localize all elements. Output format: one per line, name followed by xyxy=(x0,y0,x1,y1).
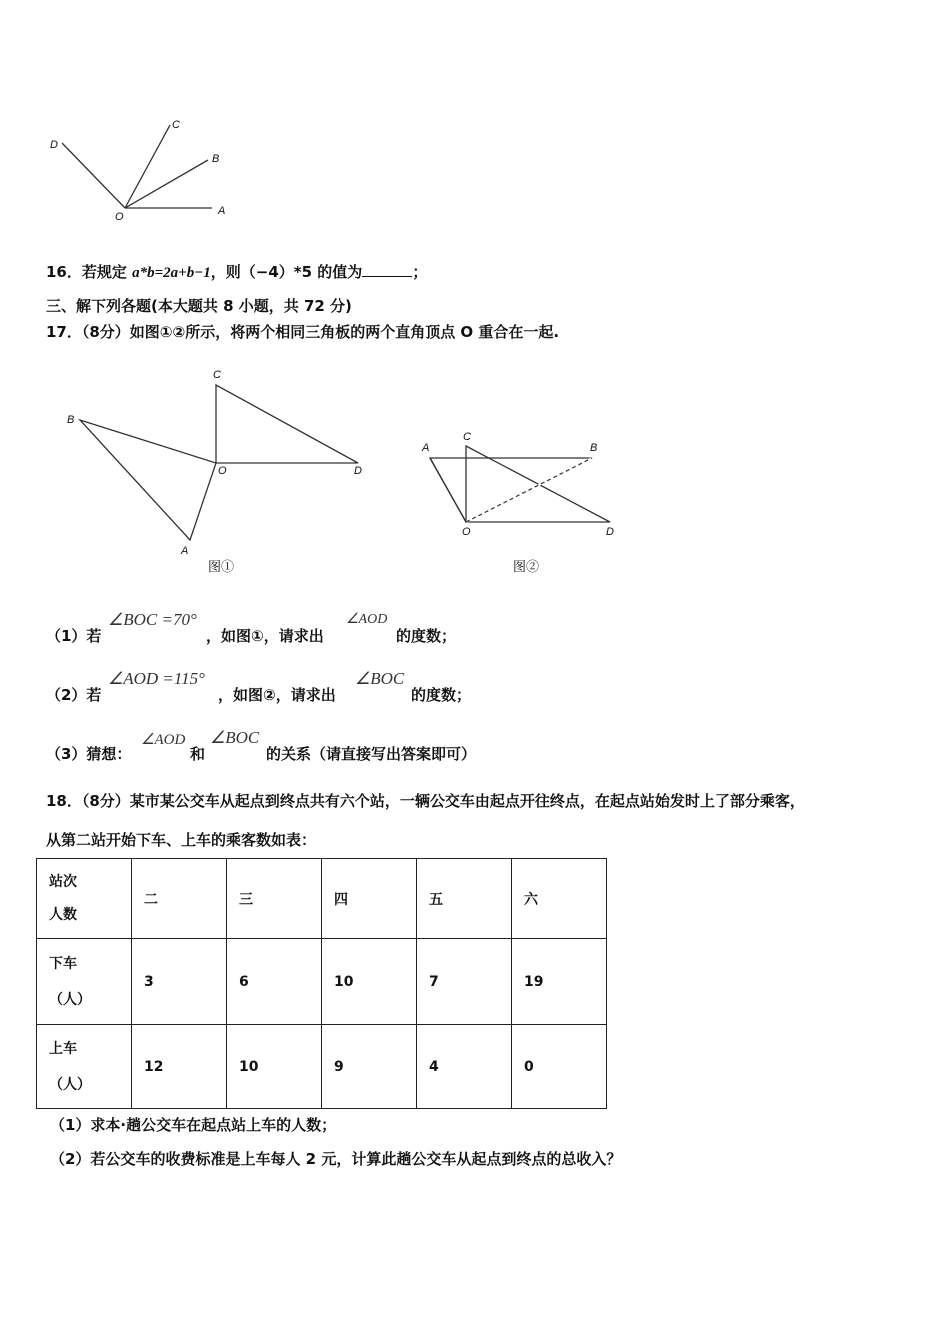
question-16 xyxy=(46,261,427,282)
label-C: C xyxy=(172,119,180,131)
section-heading: 三、解下列各题(本大题共 8 小题，共 72 分) xyxy=(46,297,352,315)
label-D: D xyxy=(50,139,58,151)
fig1-label-O: O xyxy=(218,465,227,477)
fig2-label-C: C xyxy=(463,431,471,443)
figure-2 xyxy=(430,446,610,522)
table-cell: 10 xyxy=(227,1025,322,1109)
table-cell: 4 xyxy=(417,1025,512,1109)
q17-p3-c: 的关系（请直接写出答案即可） xyxy=(266,745,477,763)
question-18-line2: 从第二站开始下车、上车的乘客数如表： xyxy=(46,831,317,849)
fig1-label-A: A xyxy=(181,545,189,557)
table-cell: 0 xyxy=(512,1025,607,1109)
q17-p2-a: （2）若 xyxy=(46,686,102,704)
q16-expression: a*b=2a+b−1 xyxy=(132,265,211,281)
q16-mid: ，则（−4）*5 的值为 xyxy=(210,263,363,281)
label-B: B xyxy=(212,153,220,165)
q17-p2-math2: ∠BOC xyxy=(355,669,405,688)
table-cell: 9 xyxy=(322,1025,417,1109)
q17-p1-math1: ∠BOC =70° xyxy=(108,610,197,629)
q16-prefix: 16．若规定 xyxy=(46,263,133,281)
table-cell: 7 xyxy=(417,939,512,1025)
q17-p2-c: 的度数； xyxy=(411,686,472,704)
q17-p1-c: 的度数； xyxy=(396,627,457,645)
q17-p3-a: （3）猜想： xyxy=(46,745,132,763)
figure-1 xyxy=(80,385,358,540)
q17-p3-math1: ∠AOD xyxy=(141,732,186,748)
table-row xyxy=(37,1025,607,1109)
fig2-label-D: D xyxy=(606,526,614,538)
passenger-table xyxy=(36,858,607,1109)
question-18-line1: 18．（8分）某市某公交车从起点到终点共有六个站，一辆公交车由起点开往终点，在起点站始发时上了部分乘客， xyxy=(46,792,805,810)
table-cell: 6 xyxy=(227,939,322,1025)
table-row xyxy=(37,939,607,1025)
q17-p3-b: 和 xyxy=(190,745,206,763)
q16-suffix: ； xyxy=(412,263,428,281)
fig1-label-D: D xyxy=(354,465,362,477)
label-A: A xyxy=(218,205,226,217)
fig2-label-O: O xyxy=(462,526,471,538)
table-cell: 3 xyxy=(132,939,227,1025)
table-cell: 10 xyxy=(322,939,417,1025)
row-label: 上车 （人） xyxy=(37,1025,132,1109)
table-header-row xyxy=(37,859,607,939)
figure-angles-top xyxy=(62,125,212,208)
q17-p1-a: （1）若 xyxy=(46,627,102,645)
fig2-label-B: B xyxy=(590,442,598,454)
q17-p1-b: ，如图①，请求出 xyxy=(206,627,324,645)
header-cell: 五 xyxy=(417,859,512,939)
header-corner: 站次 人数 xyxy=(37,859,132,939)
fig1-caption: 图① xyxy=(208,559,235,574)
q17-p1-math2: ∠AOD xyxy=(346,612,388,627)
header-cell: 三 xyxy=(227,859,322,939)
row-label: 下车 （人） xyxy=(37,939,132,1025)
fig2-caption: 图② xyxy=(513,559,540,574)
q17-p2-b: ，如图②，请求出 xyxy=(218,686,336,704)
q18-part2: （2）若公交车的收费标准是上车每人 2 元，计算此趟公交车从起点到终点的总收入？ xyxy=(50,1150,622,1168)
q17-p2-math1: ∠AOD =115° xyxy=(108,669,205,688)
fig2-label-A: A xyxy=(422,442,430,454)
fig1-label-B: B xyxy=(67,414,75,426)
header-cell: 二 xyxy=(132,859,227,939)
q18-part1: （1）求本·趟公交车在起点站上车的人数； xyxy=(50,1116,337,1134)
table-cell: 19 xyxy=(512,939,607,1025)
answer-blank[interactable] xyxy=(362,276,412,277)
fig1-label-C: C xyxy=(213,369,221,381)
table-cell: 12 xyxy=(132,1025,227,1109)
header-cell: 六 xyxy=(512,859,607,939)
label-O: O xyxy=(115,211,124,223)
question-17: 17．（8分）如图①②所示，将两个相同三角板的两个直角顶点 O 重合在一起. xyxy=(46,323,560,341)
q17-p3-math2: ∠BOC xyxy=(210,728,260,747)
header-cell: 四 xyxy=(322,859,417,939)
